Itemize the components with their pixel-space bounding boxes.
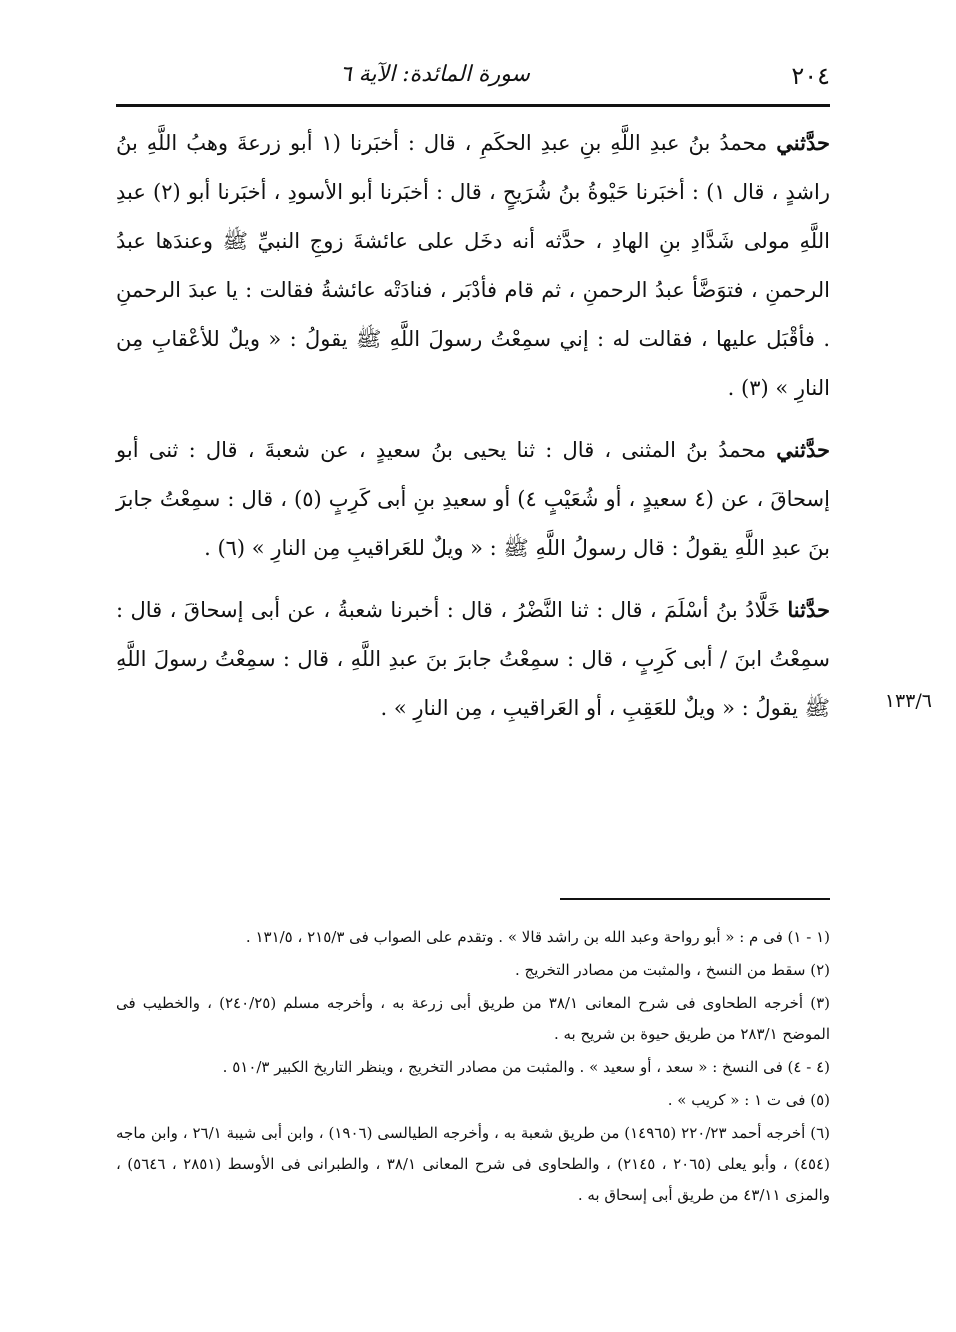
hadith-lead: حدَّثنا [787, 597, 830, 622]
hadith-paragraph-1 [116, 118, 830, 413]
header-rule [116, 104, 830, 107]
hadith-lead: حدَّثني [776, 130, 830, 155]
footnote-2: (٢) سقط من النسخ ، والمثبت من مصادر التخريج . [515, 961, 830, 979]
hadith-paragraph-3 [116, 585, 830, 733]
main-text [116, 118, 830, 745]
footnote-1: (١ - ١) فى م : « أبو رواحة وعبد الله بن راشد قالا » . وتقدم على الصواب فى ٢١٥/٣ ، ١٣١/٥ . [245, 928, 830, 946]
footnote-6: (٦) أخرجه أحمد ٢٢٠/٢٣ (١٤٩٦٥) من طريق شعبة به ، وأخرجه الطيالسى (١٩٠٦) ، وابن أبى شيبة ٢٦/١ ، وابن ماجه (٤٥٤) ، وأبو يعلى (٢٠٦٥ ، ٢١٤٥) ، والطحاوى فى شرح المعانى ٣٨/١ ، والطبرانى فى الأوسط (٢٨٥١ ، ٥٦٤٦) ، والمزى ٤٣/١١ من طريق أبى إسحاق به . [116, 1124, 830, 1204]
hadith-body: محمدُ بنُ المثنى ، قال : ثنا يحيى بنُ سعيدٍ ، عن شعبةَ ، قال : ثنى أبو إسحاقَ ، عن (٤ سعيدٍ ، أو شُعَيْبٍ ٤) أو سعيدِ بنِ أبى كَرِبٍ (٥) ، قال : سمِعْتُ جابرَ بنَ عبدِ اللَّهِ يقولُ : قال رسولُ اللَّهِ ﷺ : « ويلٌ للعَراقيبِ مِن النارِ » (٦) . [116, 438, 830, 560]
footnote-3: (٣) أخرجه الطحاوى فى شرح المعانى ٣٨/١ من طريق أبى زرعة به ، وأخرجه مسلم (٢٤٠/٢٥) ، والخطيب فى الموضح ٢٨٣/١ من طريق حيوة بن شريح به . [116, 994, 830, 1043]
page-number: ٢٠٤ [791, 62, 830, 90]
hadith-body: محمدُ بنُ عبدِ اللَّهِ بنِ عبدِ الحكَمِ ، قال : أخبَرنا (١ أبو زرعةَ وهبُ اللَّهِ بنُ راشدٍ ، قال ١) : أخبَرنا حَيْوةُ بنُ شُرَيحٍ ، قال : أخبَرنا أبو الأسودِ ، أخبَرنا أبو (٢) عبدِ اللَّهِ مولى شَدَّادِ بنِ الهادِ ، حدَّثه أنه دخَل على عائشةَ زوجِ النبيِّ ﷺ وعندَها عبدُ الرحمنِ ، فتوَضَّأ عبدُ الرحمنِ ، ثم قام فأدْبَر ، فنادَتْه عائشةُ فقالت : يا عبدَ الرحمنِ . فأقْبَل عليها ، فقالت له : إني سمِعْتُ رسولَ اللَّهِ ﷺ يقولُ : « ويلٌ للأعْقابِ مِن النارِ » (٣) . [116, 131, 831, 400]
footnote-rule [560, 898, 830, 900]
hadith-lead: حدَّثني [776, 437, 830, 462]
page-header [116, 52, 830, 98]
footnote-5: (٥) فى ت ١ : « كريب » . [667, 1091, 830, 1109]
footnotes [116, 922, 830, 1213]
hadith-paragraph-2 [116, 425, 830, 573]
hadith-body: خَلَّادُ بنُ أسْلَمَ ، قال : ثنا النَّضْرُ ، قال : أخبرنا شعبةُ ، عن أبى إسحاقَ ، قال : سمِعْتُ ابنَ / أبى كَرِبٍ ، قال : سمِعْتُ جابرَ بنَ عبدِ اللَّهِ ، قال : سمِعْتُ رسولَ اللَّهِ ﷺ يقولُ : « ويلٌ للعَقِبِ ، أو العَراقيبِ ، مِن النارِ » . [116, 598, 830, 720]
running-title: سورة المائدة: الآية ٦ [339, 62, 530, 87]
margin-reference: ١٣٣/٦ [884, 690, 932, 712]
footnote-4: (٤ - ٤) فى النسخ : « سعد ، أو سعيد » . والمثبت من مصادر التخريج ، وينظر التاريخ الكبير ٥١٠/٣ . [222, 1058, 830, 1076]
